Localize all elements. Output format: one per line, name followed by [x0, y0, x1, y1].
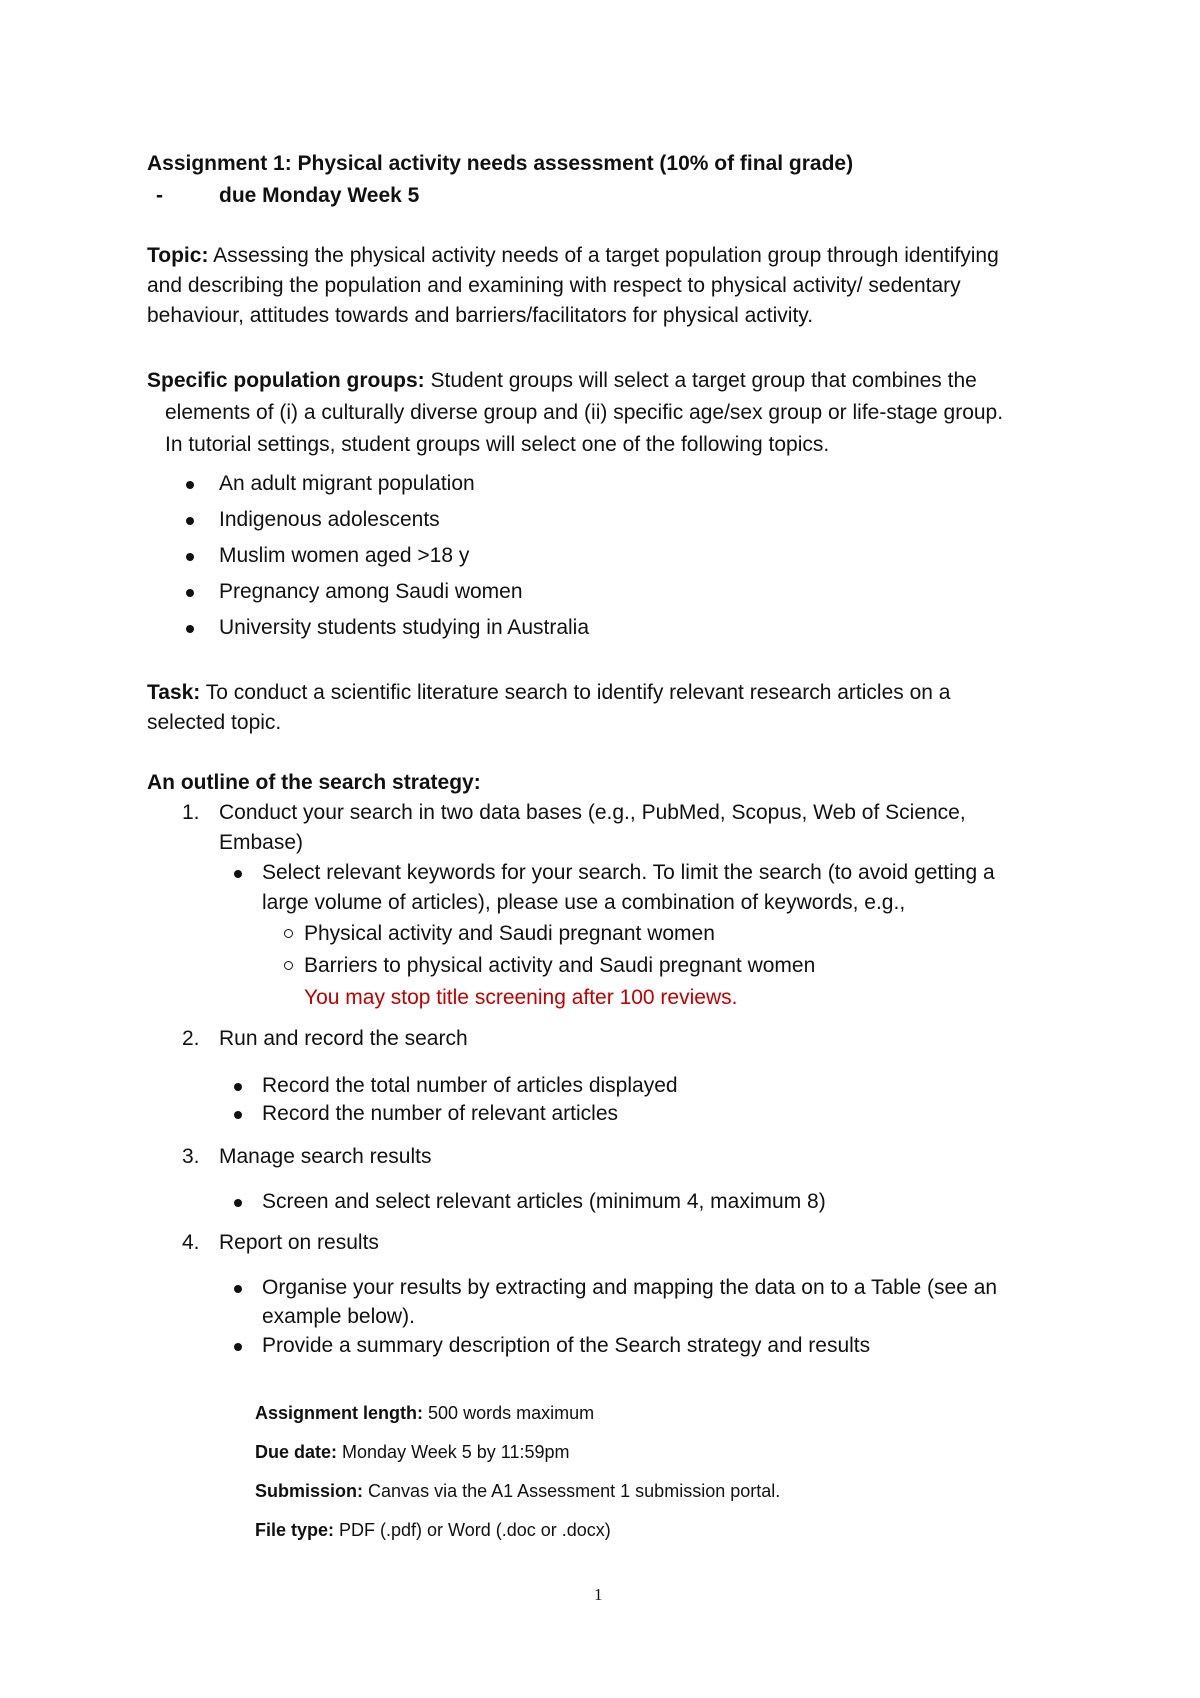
- topic-label: Topic:: [147, 244, 209, 267]
- length-label: Assignment length:: [255, 1403, 424, 1423]
- task-label: Task:: [147, 681, 201, 704]
- population-line-3: In tutorial settings, student groups will select one of the following topics.: [165, 433, 830, 456]
- bullet-icon: [234, 1285, 242, 1293]
- length-value: 500 words maximum: [428, 1403, 595, 1423]
- topic-line-1: [147, 242, 999, 270]
- population-text-1: Student groups will select a target group that combines the: [430, 369, 977, 392]
- population-item: An adult migrant population: [219, 472, 475, 495]
- step-3-item: Screen and select relevant articles (minimum 4, maximum 8): [262, 1190, 826, 1213]
- bullet-icon: [186, 589, 194, 597]
- due-dash: -: [156, 184, 163, 207]
- step-4-item-1-line-2: example below).: [262, 1305, 415, 1328]
- step-4-item-2: Provide a summary description of the Search strategy and results: [262, 1334, 871, 1357]
- assignment-title: Assignment 1: Physical activity needs assessment (10% of final grade): [147, 152, 854, 175]
- due-date-value: Monday Week 5 by 11:59pm: [342, 1442, 570, 1462]
- bullet-icon: [234, 1199, 242, 1207]
- population-item: Pregnancy among Saudi women: [219, 580, 523, 603]
- due-date: [255, 1440, 570, 1464]
- bullet-icon: [234, 1111, 242, 1119]
- bullet-icon: [234, 870, 242, 878]
- due-date-label: Due date:: [255, 1442, 338, 1462]
- bullet-icon: [234, 1083, 242, 1091]
- population-line-2: elements of (i) a culturally diverse group and (ii) specific age/sex group or life-stage group.: [165, 401, 1004, 424]
- file-type-label: File type:: [255, 1520, 335, 1540]
- topic-line-2: and describing the population and examining with respect to physical activity/ sedentary: [147, 274, 961, 297]
- page-number: 1: [594, 1585, 603, 1604]
- step-1-line-1: Conduct your search in two data bases (e.g., PubMed, Scopus, Web of Science,: [219, 801, 966, 824]
- topic-text-1: Assessing the physical activity needs of a target population group through identifying: [213, 244, 999, 267]
- step-1-line-2: Embase): [219, 831, 304, 854]
- topic-line-3: behaviour, attitudes towards and barriers/facilitators for physical activity.: [147, 304, 814, 327]
- step-4-item-1-line-1: Organise your results by extracting and mapping the data on to a Table (see an: [262, 1276, 998, 1299]
- submission-label: Submission:: [255, 1481, 364, 1501]
- keyword-example: Barriers to physical activity and Saudi pregnant women: [304, 954, 816, 977]
- step-2-item: Record the number of relevant articles: [262, 1102, 619, 1125]
- circle-bullet-icon: [284, 961, 293, 970]
- bullet-icon: [186, 625, 194, 633]
- population-line-1: [147, 367, 977, 395]
- population-item: Indigenous adolescents: [219, 508, 440, 531]
- due-heading: due Monday Week 5: [219, 184, 420, 207]
- step-number: 1.: [182, 801, 200, 824]
- submission-value: Canvas via the A1 Assessment 1 submission portal.: [368, 1481, 781, 1501]
- circle-bullet-icon: [284, 929, 293, 938]
- step-number: 3.: [182, 1145, 200, 1168]
- step-number: 4.: [182, 1231, 200, 1254]
- population-item: University students studying in Australia: [219, 616, 590, 639]
- bullet-icon: [186, 517, 194, 525]
- step-1-sub-line-1: Select relevant keywords for your search. To limit the search (to avoid getting a: [262, 861, 995, 884]
- assignment-length: [255, 1401, 594, 1425]
- step-number: 2.: [182, 1027, 200, 1050]
- task-line-2: selected topic.: [147, 711, 282, 734]
- submission: [255, 1479, 780, 1503]
- file-type: [255, 1518, 611, 1542]
- step-2-text: Run and record the search: [219, 1027, 468, 1050]
- bullet-icon: [234, 1343, 242, 1351]
- screening-note: You may stop title screening after 100 reviews.: [304, 986, 738, 1009]
- step-3-text: Manage search results: [219, 1145, 432, 1168]
- strategy-heading: An outline of the search strategy:: [147, 771, 481, 794]
- step-2-item: Record the total number of articles displayed: [262, 1074, 678, 1097]
- step-4-text: Report on results: [219, 1231, 379, 1254]
- population-item: Muslim women aged >18 y: [219, 544, 470, 567]
- bullet-icon: [186, 553, 194, 561]
- task-line-1: [147, 679, 950, 707]
- task-text-1: To conduct a scientific literature search to identify relevant research articles on a: [205, 681, 951, 704]
- file-type-value: PDF (.pdf) or Word (.doc or .docx): [339, 1520, 611, 1540]
- keyword-example: Physical activity and Saudi pregnant women: [304, 922, 715, 945]
- step-1-sub-line-2: large volume of articles), please use a combination of keywords, e.g.,: [262, 891, 906, 914]
- bullet-icon: [186, 481, 194, 489]
- population-label: Specific population groups:: [147, 369, 425, 392]
